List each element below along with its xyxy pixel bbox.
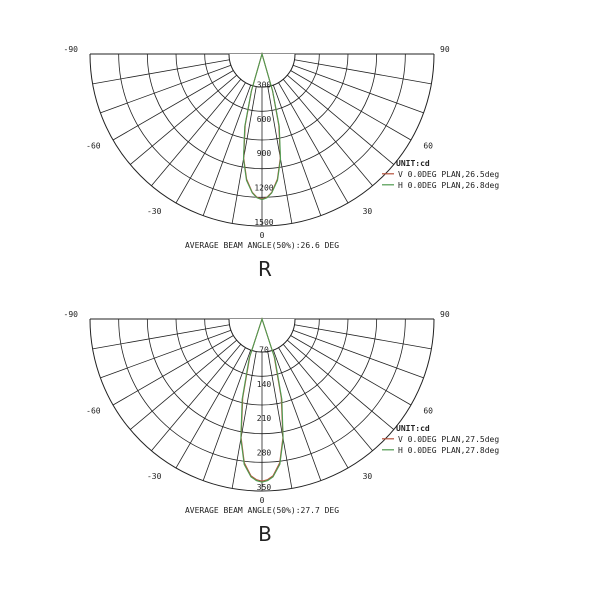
angle-label: -60 <box>86 406 101 416</box>
grid-spoke <box>232 351 256 488</box>
radial-tick-label: 300 <box>256 80 272 90</box>
angle-label: -60 <box>86 141 101 151</box>
grid-spoke <box>113 336 233 406</box>
angle-label: 90 <box>440 310 450 319</box>
angle-label: 0 <box>259 231 265 240</box>
radial-tick-label: 210 <box>256 414 272 424</box>
grid-spoke <box>176 348 246 468</box>
angle-label: 0 <box>259 496 265 505</box>
radial-tick-label: 600 <box>256 114 272 124</box>
angle-label: 90 <box>440 45 450 54</box>
legend-entry: H 0.0DEG PLAN,26.8deg <box>398 180 500 190</box>
grid-spoke <box>93 60 230 84</box>
polar-chart-b <box>64 310 500 546</box>
angle-label: 30 <box>362 471 373 481</box>
angle-label: -90 <box>63 45 78 54</box>
angle-label: -90 <box>63 310 78 319</box>
grid-spoke <box>291 336 411 406</box>
beam-angle-title: AVERAGE BEAM ANGLE(50%):26.6 DEG <box>184 241 340 250</box>
radial-tick-label: 900 <box>256 149 272 159</box>
angle-label: 60 <box>423 406 434 416</box>
radial-tick-label: 1500 <box>254 218 274 227</box>
grid-spoke <box>176 83 246 203</box>
grid-spoke <box>279 348 349 468</box>
grid-spoke <box>113 71 233 141</box>
radial-tick-label: 70 <box>259 345 269 355</box>
unit-label: UNIT:cd <box>396 423 430 433</box>
radial-tick-label: 140 <box>256 379 272 389</box>
grid-spoke <box>291 71 411 141</box>
grid-spoke <box>294 60 431 84</box>
grid-spoke <box>93 325 230 349</box>
angle-label: 30 <box>362 206 373 216</box>
panel-label: R <box>258 257 272 281</box>
panel-label: B <box>258 522 272 546</box>
radial-tick-label: 1200 <box>254 183 274 193</box>
grid-spoke <box>279 83 349 203</box>
legend-entry: V 0.0DEG PLAN,26.5deg <box>398 169 500 179</box>
grid-spoke <box>268 351 292 488</box>
legend-entry: V 0.0DEG PLAN,27.5deg <box>398 434 500 444</box>
radial-tick-label: 350 <box>256 483 272 492</box>
radial-tick-label: 280 <box>256 448 272 458</box>
legend-entry: H 0.0DEG PLAN,27.8deg <box>398 445 500 455</box>
polar-chart-r <box>64 45 500 281</box>
unit-label: UNIT:cd <box>396 158 430 168</box>
beam-angle-title: AVERAGE BEAM ANGLE(50%):27.7 DEG <box>184 506 340 515</box>
angle-label: 60 <box>423 141 434 151</box>
angle-label: -30 <box>146 206 162 216</box>
grid-spoke <box>294 325 431 349</box>
angle-label: -30 <box>146 471 162 481</box>
